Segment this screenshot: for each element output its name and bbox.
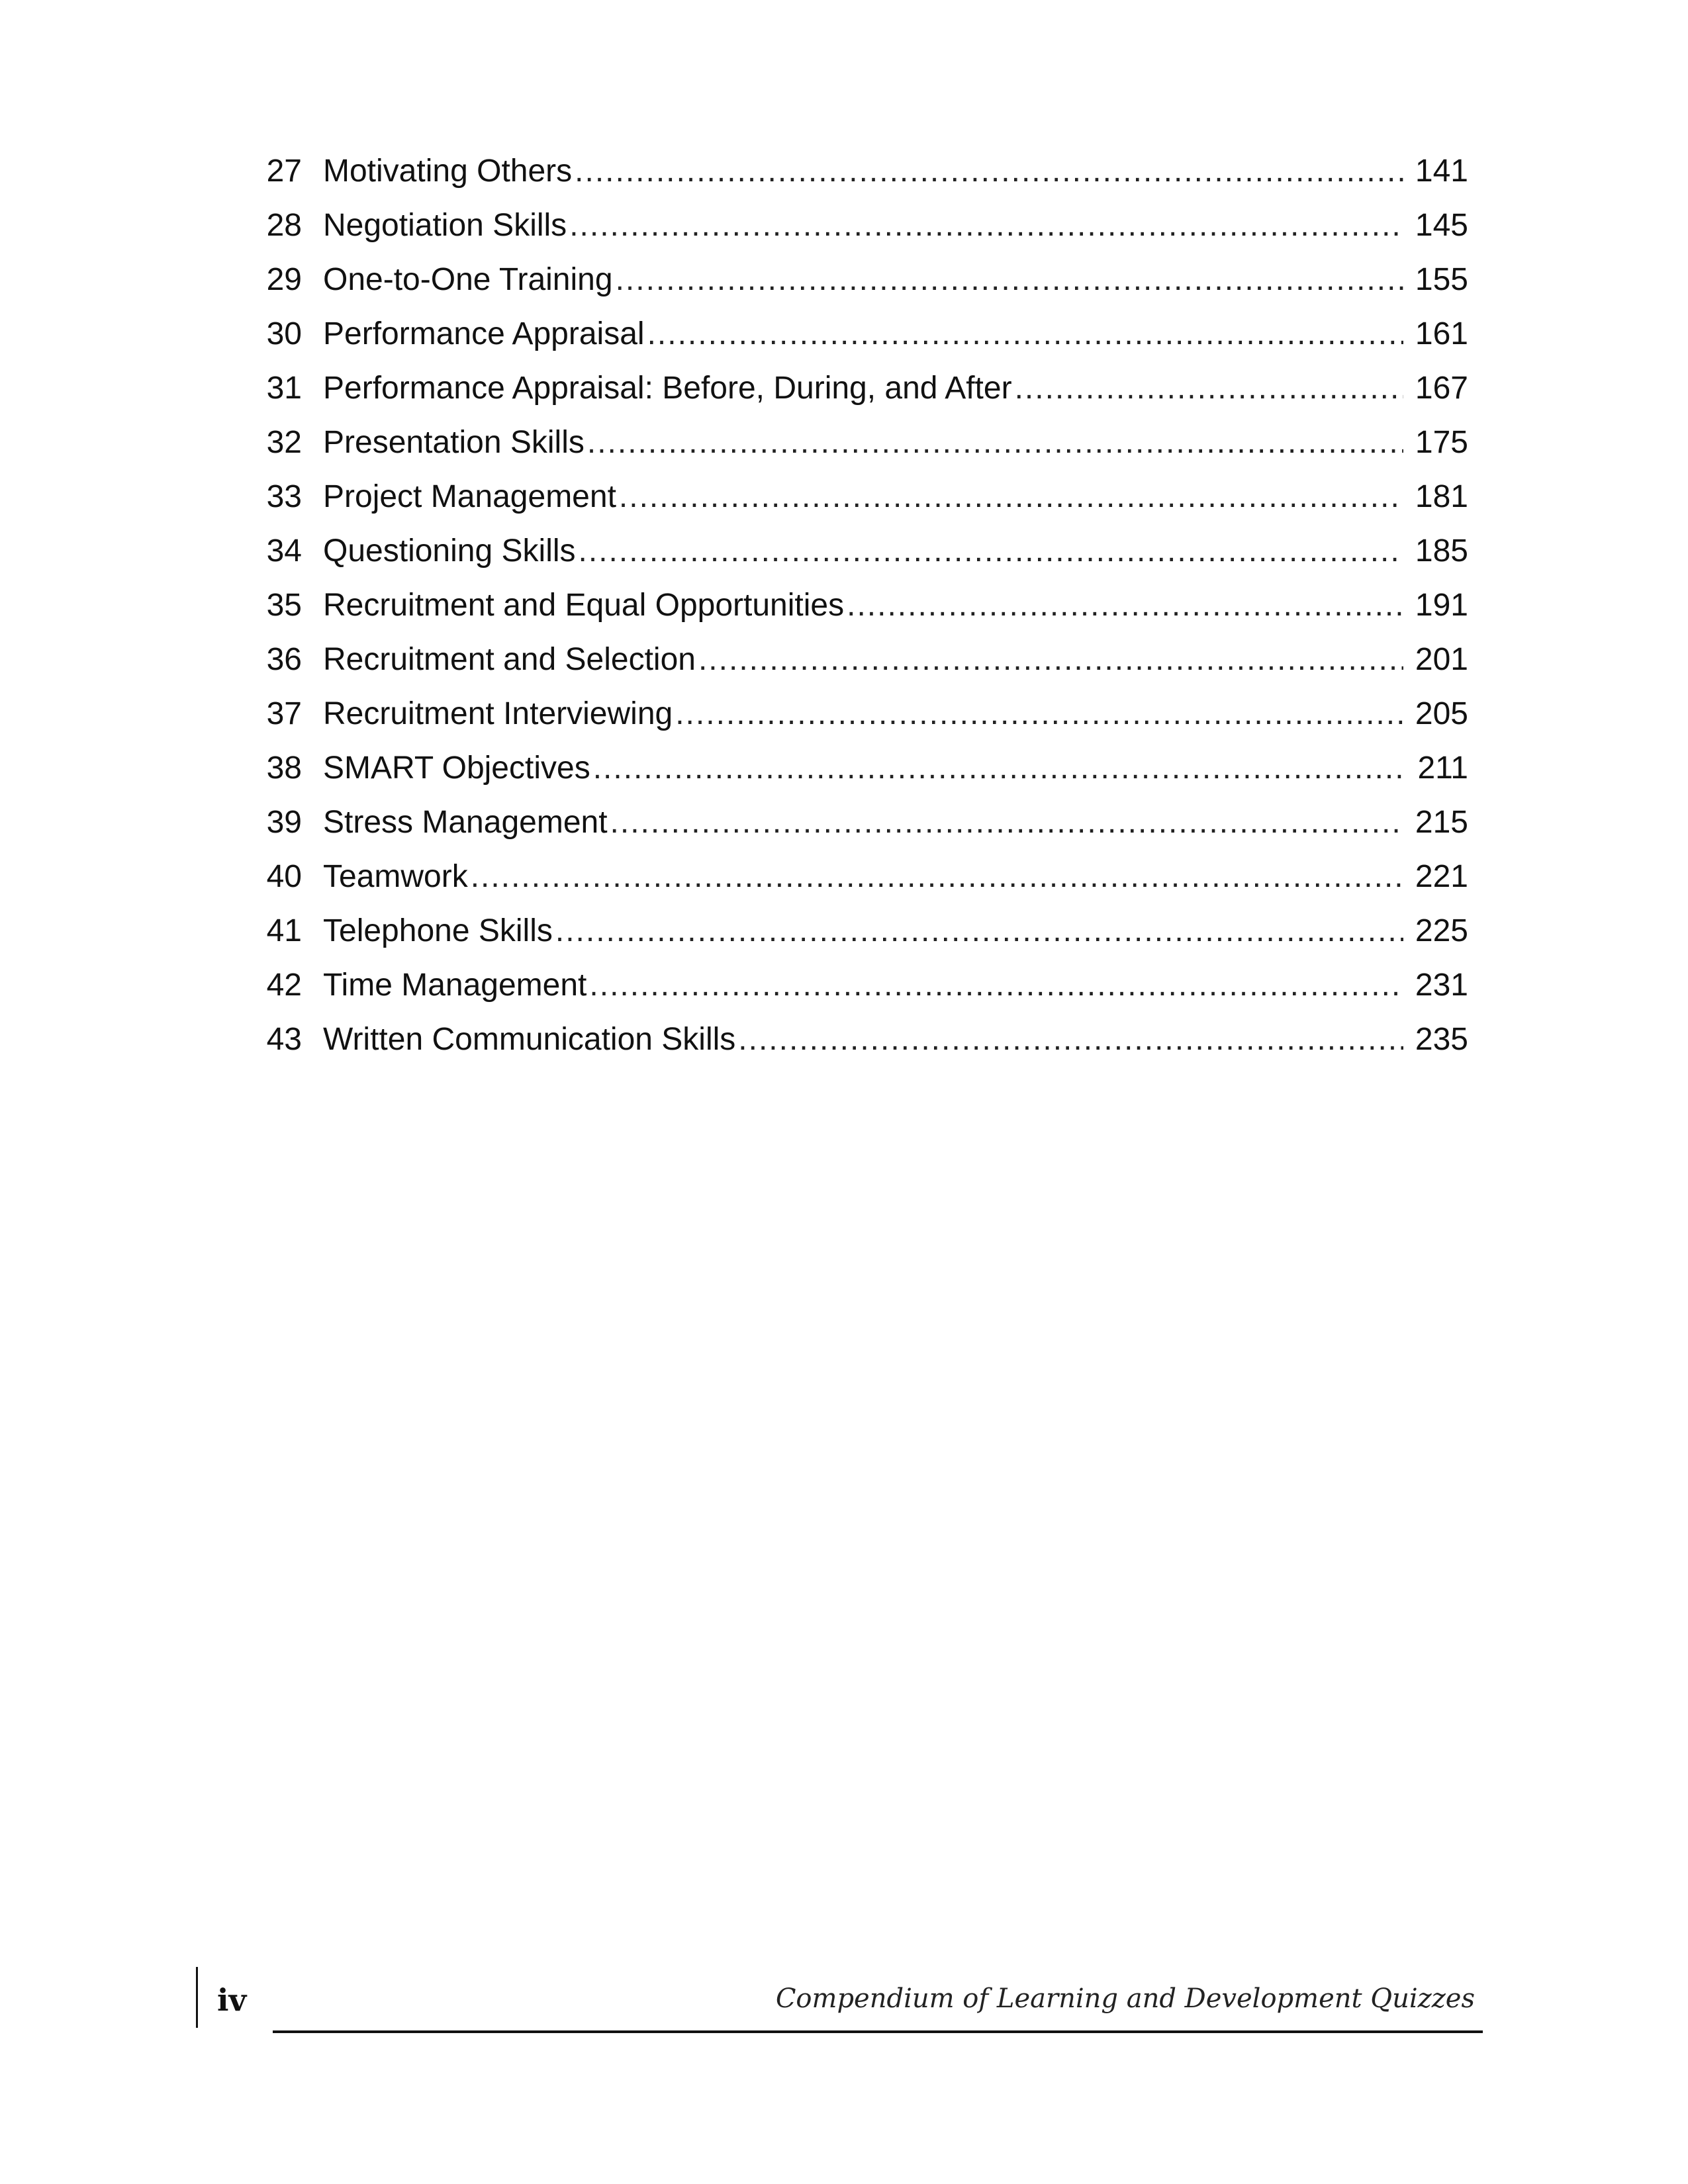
toc-entry-title: Negotiation Skills [323,208,567,243]
toc-entry[interactable] [250,361,1468,416]
toc-entry-title: Time Management [323,968,587,1003]
toc-entry[interactable] [250,850,1468,904]
toc-entry-title: One-to-One Training [323,262,613,297]
toc-entry-number: 42 [266,968,302,1003]
toc-entry-page: 235 [1415,1022,1468,1057]
toc-entry[interactable] [250,578,1468,633]
toc-entry[interactable] [250,144,1468,199]
toc-entry-number: 41 [266,913,302,948]
toc-entry-page: 181 [1415,479,1468,514]
toc-entry-title: Written Communication Skills [323,1022,736,1057]
toc-entry-page: 191 [1415,588,1468,623]
dot-leader [579,524,1403,578]
toc-entry-title: Project Management [323,479,616,514]
page-number: iv [217,1982,247,2018]
toc-entry-page: 211 [1417,751,1468,786]
toc-entry-title: Stress Management [323,805,608,840]
dot-leader [847,578,1403,633]
toc-entry-number: 35 [266,588,302,623]
toc-entry[interactable] [250,633,1468,687]
toc-entry-title: Telephone Skills [323,913,553,948]
toc-entry[interactable] [250,416,1468,470]
dot-leader [471,850,1403,904]
toc-entry-page: 215 [1415,805,1468,840]
toc-entry-page: 141 [1415,154,1468,189]
toc-entry-title: Motivating Others [323,154,573,189]
toc-entry-title: Teamwork [323,859,468,894]
toc-entry-number: 31 [266,371,302,406]
toc-entry-number: 32 [266,425,302,460]
toc-entry-number: 33 [266,479,302,514]
toc-entry-page: 175 [1415,425,1468,460]
toc-entry-number: 38 [266,751,302,786]
toc-entry[interactable] [250,1013,1468,1067]
toc-entry-number: 36 [266,642,302,677]
toc-entry-page: 231 [1415,968,1468,1003]
toc-entry-title: SMART Objectives [323,751,590,786]
toc-entry-number: 29 [266,262,302,297]
dot-leader [647,307,1403,361]
toc-entry-page: 161 [1415,316,1468,351]
toc-entry-title: Questioning Skills [323,533,576,569]
toc-entry-number: 40 [266,859,302,894]
dot-leader [569,199,1403,253]
dot-leader [698,633,1403,687]
toc-entry-number: 43 [266,1022,302,1057]
toc-entry-page: 155 [1415,262,1468,297]
dot-leader [616,253,1403,307]
toc-entry-page: 221 [1415,859,1468,894]
toc-entry-page: 185 [1415,533,1468,569]
toc-entry-page: 225 [1415,913,1468,948]
toc-entry-title: Recruitment Interviewing [323,696,673,731]
dot-leader [589,958,1403,1013]
dot-leader [587,416,1403,470]
dot-leader [555,904,1403,958]
toc-entry[interactable] [250,904,1468,958]
toc-entry-title: Presentation Skills [323,425,585,460]
toc-entry[interactable] [250,253,1468,307]
toc-entry-title: Recruitment and Selection [323,642,696,677]
toc-entry-page: 205 [1415,696,1468,731]
footer-vertical-rule [196,1967,198,2028]
toc-entry[interactable] [250,958,1468,1013]
dot-leader [610,796,1403,850]
dot-leader [1015,361,1403,416]
toc-entry[interactable] [250,199,1468,253]
dot-leader [619,470,1403,524]
toc-entry-number: 27 [266,154,302,189]
toc-entry[interactable] [250,307,1468,361]
running-title: Compendium of Learning and Development Quizzes [775,1983,1475,2014]
toc-entry-page: 167 [1415,371,1468,406]
toc-entry[interactable] [250,524,1468,578]
toc-entry[interactable] [250,796,1468,850]
dot-leader [675,687,1403,741]
toc-entry-title: Performance Appraisal [323,316,645,351]
dot-leader [575,144,1403,199]
dot-leader [593,741,1403,796]
dot-leader [738,1013,1403,1067]
toc-entry-number: 34 [266,533,302,569]
toc-entry[interactable] [250,470,1468,524]
footer-horizontal-rule [273,2030,1483,2033]
toc-entry-number: 39 [266,805,302,840]
toc-entry-number: 37 [266,696,302,731]
toc-entry-title: Performance Appraisal: Before, During, and After [323,371,1012,406]
toc-entry[interactable] [250,687,1468,741]
toc-entry[interactable] [250,741,1468,796]
toc-entry-number: 28 [266,208,302,243]
toc-entry-title: Recruitment and Equal Opportunities [323,588,845,623]
table-of-contents [250,144,1468,1067]
toc-entry-page: 145 [1415,208,1468,243]
toc-entry-number: 30 [266,316,302,351]
toc-entry-page: 201 [1415,642,1468,677]
